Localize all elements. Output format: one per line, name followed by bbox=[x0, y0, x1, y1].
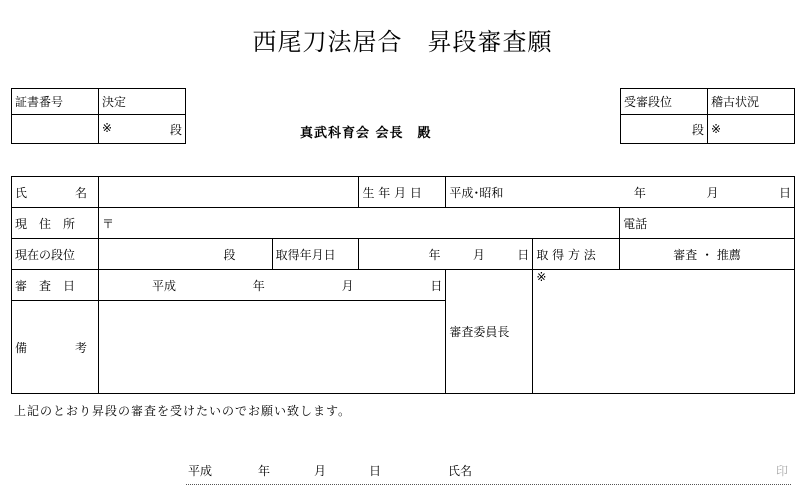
practice-status-label: 稽古状況 bbox=[708, 89, 795, 115]
year-unit: 年 bbox=[633, 185, 646, 200]
exam-rank-label: 受審段位 bbox=[621, 89, 708, 115]
committee-chair-label: 審査委員長 bbox=[446, 270, 533, 394]
form-title: 西尾刀法居合 昇段審査願 bbox=[252, 28, 553, 56]
remarks-label: 備 考 bbox=[12, 301, 99, 394]
address-field[interactable] bbox=[98, 208, 619, 239]
year-unit: 年 bbox=[252, 278, 265, 293]
month-unit: 月 bbox=[706, 185, 719, 200]
signature-row bbox=[186, 462, 791, 480]
acquisition-method-label: 取 得 方 法 bbox=[533, 239, 620, 270]
name-label: 氏 名 bbox=[12, 177, 99, 208]
birthdate-field[interactable] bbox=[446, 177, 795, 208]
acquisition-method-options: 審査 ・ 推薦 bbox=[673, 247, 741, 262]
current-rank-field[interactable] bbox=[98, 239, 272, 270]
exam-date-label: 審 査 日 bbox=[12, 270, 99, 301]
address-label: 現 住 所 bbox=[12, 208, 99, 239]
dan-unit: 段 bbox=[223, 247, 236, 262]
day-unit: 日 bbox=[778, 185, 791, 200]
exam-era: 平成 bbox=[151, 278, 176, 293]
birthdate-label: 生 年 月 日 bbox=[359, 177, 446, 208]
signature-day-unit: 日 bbox=[369, 464, 382, 478]
decision-label: 決定 bbox=[99, 89, 186, 115]
application-form bbox=[11, 176, 795, 394]
day-unit: 日 bbox=[430, 278, 443, 293]
year-unit: 年 bbox=[428, 247, 441, 262]
signature-name-label: 氏名 bbox=[448, 464, 473, 478]
signature-year-unit: 年 bbox=[258, 464, 271, 478]
practice-status-value[interactable] bbox=[708, 115, 795, 144]
birth-era: 平成･昭和 bbox=[449, 185, 504, 200]
name-field[interactable] bbox=[98, 177, 359, 208]
day-unit: 日 bbox=[517, 247, 530, 262]
month-unit: 月 bbox=[472, 247, 485, 262]
note-mark: ※ bbox=[711, 122, 722, 136]
acquired-date-field[interactable] bbox=[359, 239, 533, 270]
request-statement: 上記のとおり昇段の審査を受けたいのでお願い致します。 bbox=[14, 404, 352, 418]
month-unit: 月 bbox=[341, 278, 354, 293]
phone-field[interactable] bbox=[620, 208, 795, 239]
note-mark: ※ bbox=[536, 270, 547, 284]
exam-rank-value[interactable] bbox=[621, 115, 708, 144]
remarks-field[interactable] bbox=[98, 301, 445, 394]
phone-label: 電話 bbox=[623, 216, 648, 231]
acquisition-method-field[interactable] bbox=[620, 239, 795, 270]
certificate-number-value[interactable] bbox=[12, 115, 99, 144]
exam-rank-box bbox=[620, 88, 795, 144]
signature-line[interactable] bbox=[186, 484, 791, 485]
certificate-number-label: 証書番号 bbox=[12, 89, 99, 115]
committee-chair-field[interactable] bbox=[533, 270, 795, 394]
signature-era: 平成 bbox=[188, 464, 213, 478]
decision-value[interactable] bbox=[99, 115, 186, 144]
postal-mark: 〒 bbox=[101, 216, 114, 231]
certificate-box bbox=[11, 88, 186, 144]
seal-mark: 印 bbox=[776, 464, 789, 478]
dan-unit: 段 bbox=[169, 122, 182, 137]
dan-unit: 段 bbox=[691, 122, 704, 137]
note-mark: ※ bbox=[102, 120, 113, 135]
exam-date-field[interactable] bbox=[98, 270, 445, 301]
signature-month-unit: 月 bbox=[314, 464, 327, 478]
current-rank-label: 現在の段位 bbox=[12, 239, 99, 270]
addressee: 真武科育会 会長 殿 bbox=[300, 126, 432, 141]
acquired-date-label: 取得年月日 bbox=[272, 239, 359, 270]
